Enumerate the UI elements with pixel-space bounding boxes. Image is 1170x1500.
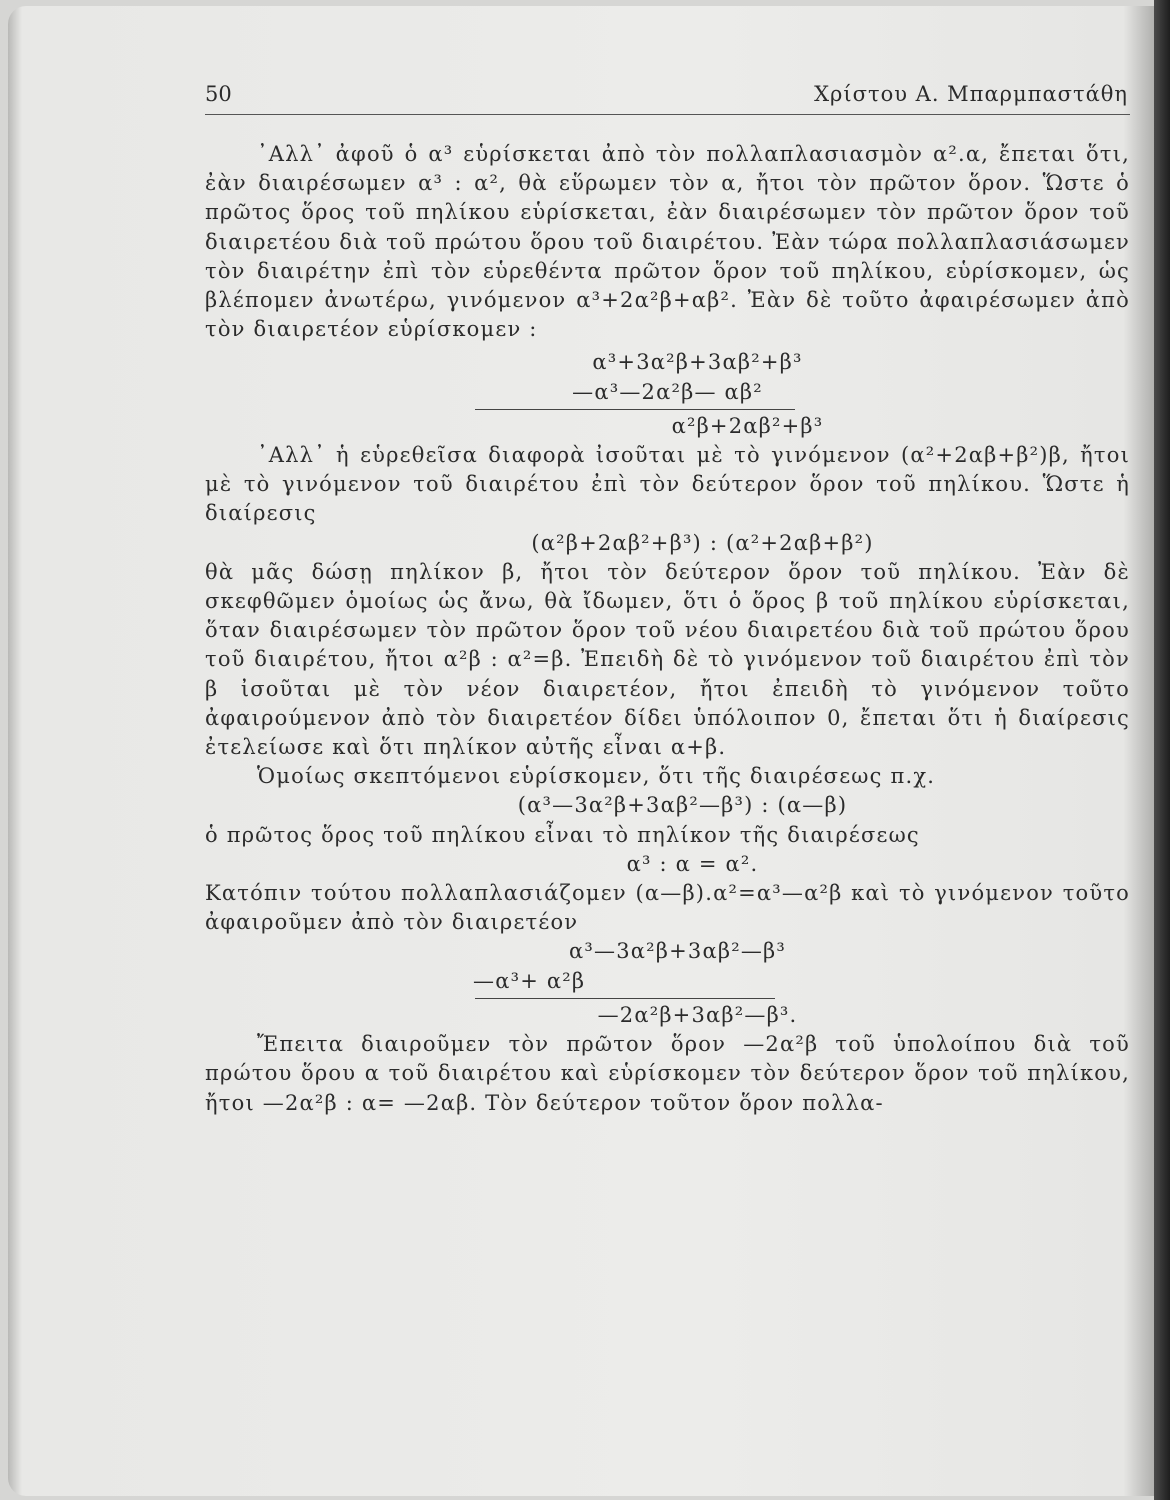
paragraph-4: Ὁμοίως σκεπτόμενοι εὑρίσκομεν, ὅτι τῆς διαιρέσεως π.χ.: [257, 764, 936, 789]
page-number: 50: [205, 82, 232, 106]
paragraph-7: Ἔπειτα διαιροῦμεν τὸν πρῶτον ὅρον —2α²β τοῦ ὑπολοίπου διὰ τοῦ πρώτου ὅρου α τοῦ διαιρέτου καὶ εὑρίσκομεν τὸν δεύτερον ὅρον τοῦ πηλίκου, ἤτοι —2α²β : α= —2αβ. Τὸν δεύτερον τοῦτον ὅρον πολλα-: [205, 1032, 1130, 1115]
equation-line: α³—3α²β+3αβ²—β³: [569, 939, 786, 964]
equation-line: α³+3α²β+3αβ²+β³: [592, 350, 803, 375]
equation-division-1: (α²β+2αβ²+β³) : (α²+2αβ+β²): [531, 530, 874, 555]
page-header: [205, 74, 1130, 115]
equation-rule: [475, 409, 795, 410]
paragraph-5: ὁ πρῶτος ὅρος τοῦ πηλίκου εἶναι τὸ πηλίκον τῆς διαιρέσεως: [205, 822, 920, 847]
equation-division-2: (α³—3α²β+3αβ²—β³) : (α—β): [517, 793, 848, 818]
subtraction-block-1: [205, 348, 1130, 441]
body-text: [205, 140, 1130, 1118]
equation-line: —α³—2α²β— αβ²: [572, 379, 763, 404]
paragraph-2: ᾿Αλλ᾿ ἡ εὑρεθεῖσα διαφορὰ ἰσοῦται μὲ τὸ γινόμενον (α²+2αβ+β²)β, ἤτοι μὲ τὸ γινόμενον τοῦ διαιρέτου ἐπὶ τὸν δεύτερον ὅρον τοῦ πηλίκου. Ὥστε ἡ διαίρεσις: [205, 443, 1130, 526]
page-edge-shadow: [1154, 0, 1170, 1500]
paragraph-6: Κατόπιν τούτου πολλαπλασιάζομεν (α—β).α²=α³—α²β καὶ τὸ γινόμενον τοῦτο ἀφαιροῦμεν ἀπὸ τὸν διαιρετέον: [205, 881, 1130, 935]
paragraph-1: ᾿Αλλ᾿ ἀφοῦ ὁ α³ εὑρίσκεται ἀπὸ τὸν πολλαπλασιασμὸν α².α, ἔπεται ὅτι, ἐὰν διαιρέσωμεν α³ : α², θὰ εὕρωμεν τὸν α, ἤτοι τὸν πρῶτον ὅρον. Ὥστε ὁ πρῶτος ὅρος τοῦ πηλίκου εὑρίσκεται, ἐὰν διαιρέσωμεν τὸν πρῶτον ὅρον τοῦ διαιρετέου διὰ τοῦ πρώτου ὅρου τοῦ διαιρέτου. Ἐὰν τώρα πολλαπλασιάσωμεν τὸν διαιρέτην ἐπὶ τὸν εὑρεθέντα πρῶτον ὅρον τοῦ πηλίκου, εὑρίσκομεν, ὡς βλέπομεν ἀνωτέρω, γινόμενον α³+2α²β+αβ². Ἐὰν δὲ τοῦτο ἀφαιρέσωμεν ἀπὸ τὸν διαιρετέον εὑρίσκομεν :: [205, 142, 1130, 342]
equation-result: —2α²β+3αβ²—β³.: [597, 1002, 798, 1027]
running-head: Χρίστου Α. Μπαρμπαστάθη: [814, 82, 1128, 106]
paragraph-3: θὰ μᾶς δώσῃ πηλίκον β, ἤτοι τὸν δεύτερον ὅρον τοῦ πηλίκου. Ἐὰν δὲ σκεφθῶμεν ὁμοίως ὡς ἄνω, θὰ ἴδωμεν, ὅτι ὁ ὅρος β τοῦ πηλίκου εὑρίσκεται, ὅταν διαιρέσωμεν τὸν πρῶτον ὅρον τοῦ νέου διαιρετέου διὰ τοῦ πρώτου ὅρου τοῦ διαιρέτου, ἤτοι α²β : α²=β. Ἐπειδὴ δὲ τὸ γινόμενον τοῦ διαιρέτου ἐπὶ τὸν β ἰσοῦται μὲ τὸν νέον διαιρετέον, ἤτοι ἐπειδὴ τὸ γινόμενον τοῦτο ἀφαιρούμενον ἀπὸ τὸν διαιρετέον δίδει ὑπόλοιπον 0, ἔπεται ὅτι ἡ διαίρεσις ἐτελείωσε καὶ ὅτι πηλίκον αὐτῆς εἶναι α+β.: [205, 559, 1130, 760]
subtraction-block-2: [205, 937, 1130, 1030]
equation-quotient: α³ : α = α².: [626, 851, 759, 876]
equation-rule: [475, 998, 775, 999]
equation-line: —α³+ α²β: [473, 968, 586, 993]
equation-result: α²β+2αβ²+β³: [671, 413, 824, 438]
